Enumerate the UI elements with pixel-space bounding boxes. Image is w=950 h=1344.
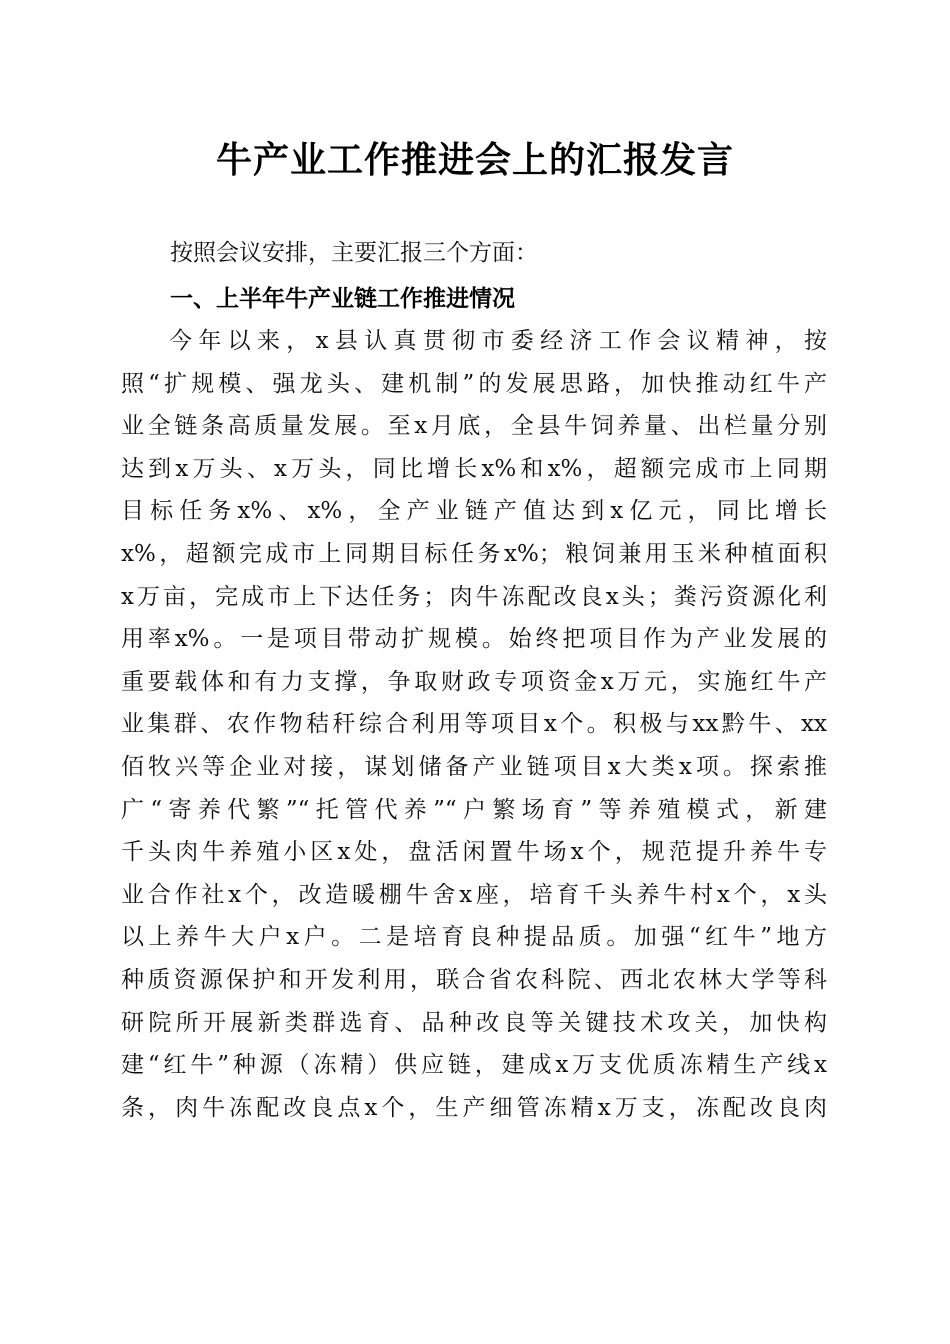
body-line: 今年以来，x县认真贯彻市委经济工作会议精神，按: [169, 328, 827, 354]
body-line: x万亩，完成市上下达任务；肉牛冻配改良x头；粪污资源化利: [121, 583, 827, 610]
body-line: 业集群、农作物秸秆综合利用等项目x个。积极与xx黔牛、xx: [121, 711, 827, 738]
body-line: 达到x万头、x万头，同比增长x%和x%，超额完成市上同期: [121, 455, 827, 482]
body-line: 建“红牛”种源（冻精）供应链，建成x万支优质冻精生产线x: [121, 1052, 827, 1079]
body-line: 研院所开展新类群选育、品种改良等关键技术攻关，加快构: [121, 1009, 827, 1036]
body-paragraph: [121, 320, 827, 1129]
body-line: 以上养牛大户x户。二是培育良种提品质。加强“红牛”地方: [121, 924, 827, 951]
body-line: 用率x%。一是项目带动扩规模。始终把项目作为产业发展的: [121, 626, 827, 653]
intro-paragraph: 按照会议安排，主要汇报三个方面：: [170, 240, 538, 266]
body-line: 千头肉牛养殖小区x处，盘活闲置牛场x个，规范提升养牛专: [121, 839, 827, 866]
body-line: 佰牧兴等企业对接，谋划储备产业链项目x大类x项。探索推: [121, 753, 827, 780]
body-line: 种质资源保护和开发利用，联合省农科院、西北农林大学等科: [121, 966, 827, 993]
section-heading-1: 一、上半年牛产业链工作推进情况: [170, 286, 515, 312]
body-line: 目标任务x%、x%，全产业链产值达到x亿元，同比增长: [121, 498, 827, 525]
body-line: 业全链条高质量发展。至x月底，全县牛饲养量、出栏量分别: [121, 413, 827, 440]
body-line: 广“寄养代繁”“托管代养”“户繁场育”等养殖模式，新建: [121, 796, 827, 823]
document-title: 牛产业工作推进会上的汇报发言: [215, 139, 734, 181]
body-line: 条，肉牛冻配改良点x个，生产细管冻精x万支，冻配改良肉: [121, 1094, 827, 1121]
body-line: x%，超额完成市上同期目标任务x%；粮饲兼用玉米种植面积: [121, 540, 827, 567]
body-line: 重要载体和有力支撑，争取财政专项资金x万元，实施红牛产: [121, 668, 827, 695]
body-line: 照“扩规模、强龙头、建机制”的发展思路，加快推动红牛产: [121, 370, 827, 397]
body-line: 业合作社x个，改造暖棚牛舍x座，培育千头养牛村x个，x头: [121, 881, 827, 908]
